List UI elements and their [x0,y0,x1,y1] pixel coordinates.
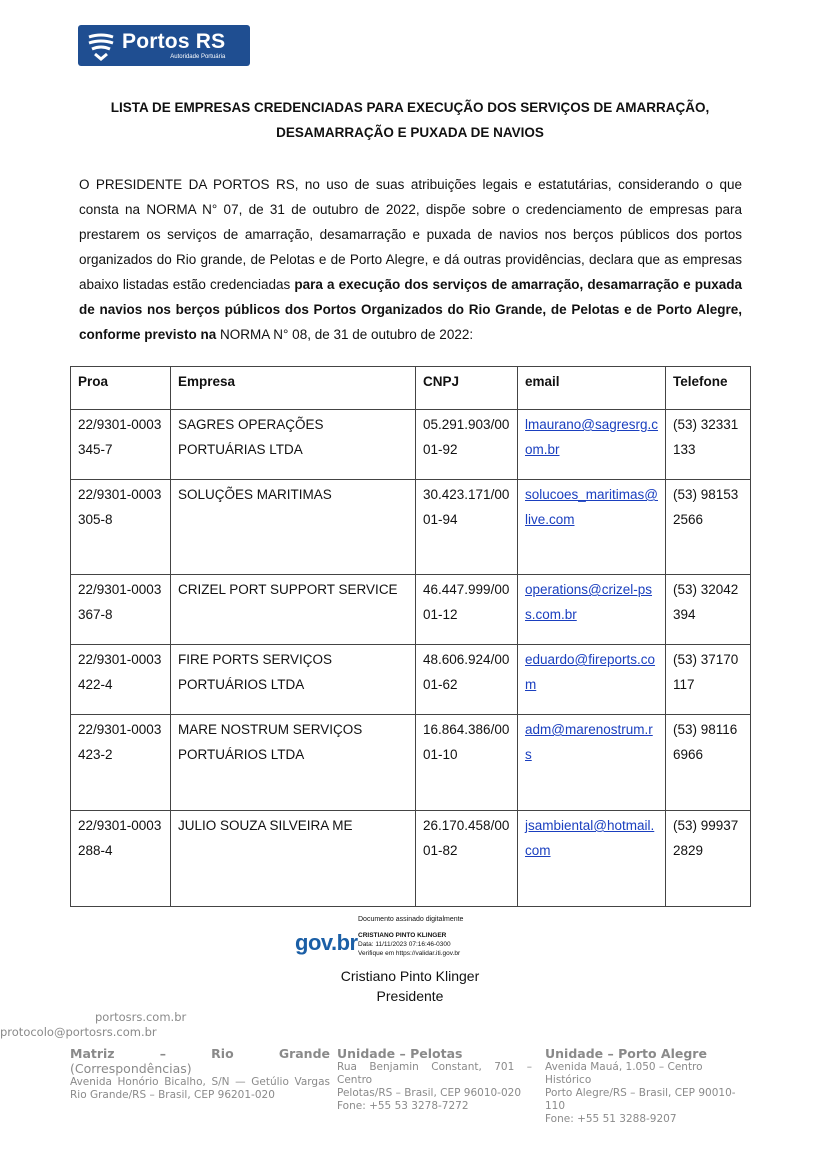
digital-signature-stamp [293,914,533,964]
email-link[interactable]: operations@crizel-pss.com.br [525,582,653,622]
cell-telefone: (53) 37170117 [666,645,751,715]
cell-proa: 22/9301-0003367-8 [71,575,171,645]
cell-email [518,645,666,715]
portos-rs-logo [78,25,250,66]
table-row [71,410,751,480]
signatory-role: Presidente [376,988,444,1004]
footer-line: Rua Benjamin Constant, 701 – Centro [337,1061,532,1086]
cell-telefone: (53) 999372829 [666,811,751,907]
footer-line: Fone: +55 51 3288-9207 [545,1113,677,1125]
header-cnpj: CNPJ [416,367,518,410]
body-text-end: NORMA N° 08, de 31 de outubro de 2022: [216,327,474,342]
cell-empresa: MARE NOSTRUM SERVIÇOS PORTUÁRIOS LTDA [171,715,416,811]
cell-cnpj: 48.606.924/0001-62 [416,645,518,715]
header-email: email [518,367,666,410]
footer-line: Avenida Mauá, 1.050 – Centro Histórico [545,1061,703,1086]
cell-cnpj: 16.864.386/0001-10 [416,715,518,811]
body-text-normal: O PRESIDENTE DA PORTOS RS, no uso de suas atribuições legais e estatutárias, considerando o que consta na NORMA N° 07, de 31 de outubro de 2022, dispõe sobre o credenciamento de empresas para prestarem os serviços de amarração, desamarração e puxada de navios nos berços públicos dos portos organizados do Rio grande, de Pelotas e de Porto Alegre, e dá outras providências, declara que as empresas abaixo listadas estão credenciadas [79,177,742,292]
cell-telefone: (53) 981532566 [666,480,751,575]
cell-cnpj: 05.291.903/0001-92 [416,410,518,480]
email-link[interactable]: solucoes_maritimas@live.com [525,487,658,527]
footer-email[interactable]: protocolo@portosrs.com.br [0,1025,157,1039]
footer-column-rio-grande [70,1046,330,1118]
email-link[interactable]: jsambiental@hotmail.com [525,818,655,858]
header-empresa: Empresa [171,367,416,410]
body-paragraph [79,172,742,347]
cell-email [518,410,666,480]
footer-heading: Unidade – Porto Alegre [545,1046,707,1061]
stamp-date: Data: 11/11/2023 07:16:46-0300 [358,941,451,948]
logo-name: Portos RS [122,29,226,53]
cell-empresa: SAGRES OPERAÇÕES PORTUÁRIAS LTDA [171,410,416,480]
footer-website[interactable]: portosrs.com.br [95,1010,187,1024]
cell-proa: 22/9301-0003288-4 [71,811,171,907]
govbr-logo [295,930,358,956]
footer-column-pelotas [337,1046,532,1118]
footer-heading: Unidade – Pelotas [337,1046,463,1061]
cell-proa: 22/9301-0003422-4 [71,645,171,715]
cell-empresa: CRIZEL PORT SUPPORT SERVICE [171,575,416,645]
stamp-verify: Verifique em https://validar.iti.gov.br [358,950,461,957]
email-link[interactable]: adm@marenostrum.rs [525,722,653,762]
cell-proa: 22/9301-0003423-2 [71,715,171,811]
table-row [71,645,751,715]
title-line-1: LISTA DE EMPRESAS CREDENCIADAS PARA EXECUÇÃO DOS SERVIÇOS DE AMARRAÇÃO, [110,100,710,115]
header-proa: Proa [71,367,171,410]
email-link[interactable]: lmaurano@sagresrg.com.br [525,417,659,457]
logo-tagline: Autoridade Portuária [170,53,226,60]
stamp-signer: CRISTIANO PINTO KLINGER [358,932,447,939]
table-header-row [71,367,751,410]
title-line-2: DESAMARRAÇÃO E PUXADA DE NAVIOS [276,125,544,140]
table-row [71,811,751,907]
table-row [71,480,751,575]
cell-email [518,480,666,575]
cell-proa: 22/9301-0003345-7 [71,410,171,480]
header-telefone: Telefone [666,367,751,410]
portos-rs-emblem-icon [86,31,116,61]
footer-line: Porto Alegre/RS – Brasil, CEP 90010-110 [545,1087,736,1112]
cell-cnpj: 46.447.999/0001-12 [416,575,518,645]
cell-email [518,575,666,645]
document-title [60,95,760,145]
cell-empresa: SOLUÇÕES MARITIMAS [171,480,416,575]
stamp-line: Documento assinado digitalmente [358,916,464,923]
cell-cnpj: 30.423.171/0001-94 [416,480,518,575]
companies-table [70,366,751,907]
footer-subheading: (Correspondências) [70,1061,192,1076]
footer-line: Rio Grande/RS – Brasil, CEP 96201-020 [70,1089,275,1101]
table-row [71,715,751,811]
cell-cnpj: 26.170.458/0001-82 [416,811,518,907]
body-text-bold: para a execução dos serviços de amarração, desamarração e puxada de navios nos berços públicos dos Portos Organizados do Rio Grande, de Pelotas e de Porto Alegre, conforme previsto na [79,277,743,342]
footer-heading: Matriz – Rio Grande [70,1046,330,1061]
cell-email [518,715,666,811]
email-link[interactable]: eduardo@fireports.com [525,652,656,692]
table-row [71,575,751,645]
cell-empresa: JULIO SOUZA SILVEIRA ME [171,811,416,907]
signatory-name: Cristiano Pinto Klinger [340,968,480,984]
cell-telefone: (53) 32042394 [666,575,751,645]
cell-telefone: (53) 981166966 [666,715,751,811]
footer-column-porto-alegre [545,1046,750,1125]
cell-empresa: FIRE PORTS SERVIÇOS PORTUÁRIOS LTDA [171,645,416,715]
footer-line: Avenida Honório Bicalho, S/N — Getúlio Vargas [70,1076,330,1088]
govbr-logo-text: gov.br [295,930,358,955]
cell-email [518,811,666,907]
footer-line: Pelotas/RS – Brasil, CEP 96010-020 [337,1087,522,1099]
footer-line: Fone: +55 53 3278-7272 [337,1100,469,1112]
cell-telefone: (53) 32331133 [666,410,751,480]
cell-proa: 22/9301-0003305-8 [71,480,171,575]
